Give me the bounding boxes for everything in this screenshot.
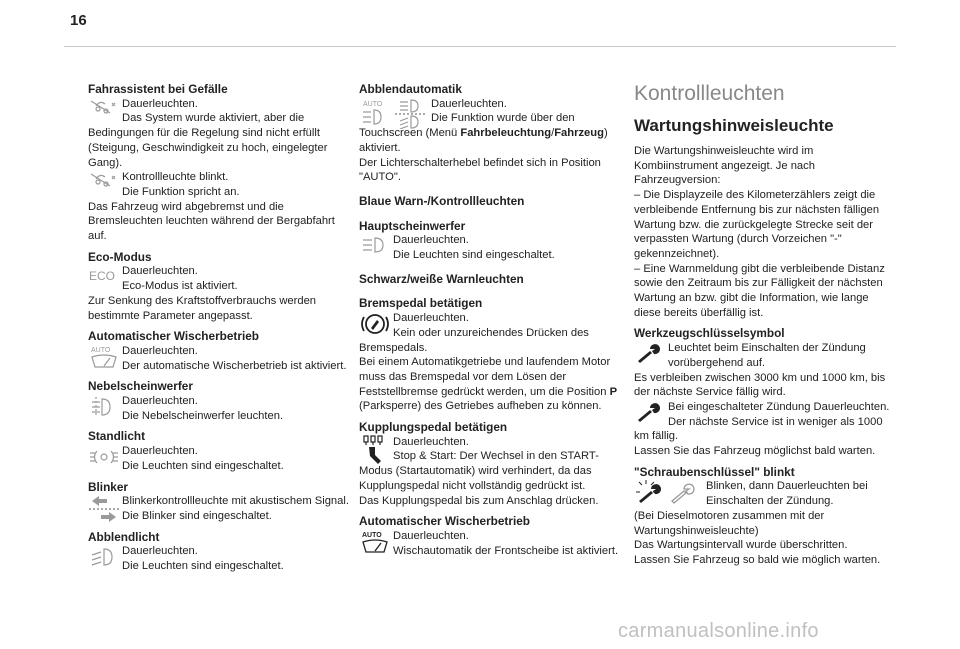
text-line (359, 355, 621, 414)
section-title: Hauptscheinwerfer (359, 218, 466, 233)
text-line: Stop & Start: Der Wechsel in den START-Modus (Startautomatik) wird verhindert, da das Kupplungspedal nicht vollständig gedrückt ist. (359, 450, 599, 492)
eco-icon-text: ECO (89, 269, 116, 284)
text-line: Die Leuchten sind eingeschaltet. (122, 459, 284, 472)
text-line: Blinkerkontrollleuchte mit akustischem Signal. (122, 495, 349, 508)
paragraph: – Die Displayzeile des Kilometerzählers zeigt die verbleibende Entfernung bis zur nächsten fälligen Wartung bzw. die zurückgelegte Strecke seit der verpassten Wartung (durch Vorzeichen "-" gekennzeichnet). (634, 189, 880, 260)
text-line: Dauerleuchten. (393, 529, 469, 542)
section-title: Werkzeugschlüsselsymbol (634, 326, 785, 341)
menu-name: Fahrbeleuchtung (460, 127, 552, 140)
section-heading: Wartungshinweisleuchte (634, 116, 834, 135)
section-title: Automatischer Wischerbetrieb (88, 329, 259, 344)
downhill-assist-icon (88, 97, 120, 125)
category-heading: Blaue Warn-/Kontrollleuchten (359, 193, 525, 208)
text-line: Dauerleuchten. (122, 545, 198, 558)
main-beam-icon (359, 233, 391, 261)
text-line: Das Kupplungspedal bis zum Anschlag drücken. (359, 494, 599, 507)
text-line: Dauerleuchten. (122, 395, 198, 408)
text-line: Der automatische Wischerbetrieb ist aktiviert. (122, 359, 347, 372)
text-line: Kein oder unzureichendes Drücken des Bremspedals. (359, 326, 589, 354)
text-line: Dauerleuchten. (431, 97, 507, 110)
text-line: Dauerleuchten. (122, 265, 198, 278)
section-title: Abblendlicht (88, 529, 160, 544)
watermark: carmanualsonline.info (618, 620, 819, 642)
auto-wiper-icon (88, 344, 120, 372)
category-heading: Schwarz/weiße Warnleuchten (359, 271, 524, 286)
info-block (88, 544, 350, 573)
turn-signal-icon (88, 494, 120, 522)
text-fragment: / (551, 127, 555, 140)
info-block (88, 170, 350, 244)
info-block (634, 400, 896, 459)
auto-icon-text: AUTO (91, 346, 111, 354)
text-line: Lassen Sie Fahrzeug so bald wie möglich warten. (634, 553, 881, 566)
text-line: Dauerleuchten. (122, 445, 198, 458)
info-block (359, 97, 621, 185)
text-line: Das Wartungsintervall wurde überschritten. (634, 539, 848, 552)
text-line: Kontrollleuchte blinkt. (122, 171, 229, 184)
paragraph: – Eine Warnmeldung gibt die verbleibende Distanz sowie den Zeitraum bis zur Fälligkeit der nächsten Wartung an bzw. gibt die Information, wie lange diese bereits überfällig ist. (634, 262, 885, 319)
wrench-icon (634, 341, 666, 369)
section-title: Automatischer Wischerbetrieb (359, 514, 530, 529)
section-title: Nebelscheinwerfer (88, 379, 193, 394)
text-line: Dauerleuchten. (393, 234, 469, 247)
info-block (634, 341, 896, 400)
header-divider (64, 46, 896, 47)
column-left (88, 82, 350, 574)
text-fragment: ) aktiviert. (359, 127, 608, 154)
info-block (359, 435, 621, 509)
info-block (88, 394, 350, 423)
text-line: Blinken, dann Dauerleuchten bei Einschalten der Zündung. (706, 480, 868, 508)
clutch-pedal-icon (359, 435, 391, 463)
text-line: Das System wurde aktiviert, aber die Bedingungen für die Regelung sind nicht erfüllt (Steigung, Geschwindigkeit zu hoch, eingelegter Gang). (88, 112, 328, 169)
section-title: Fahrassistent bei Gefälle (88, 82, 228, 96)
dipped-beam-icon (88, 544, 120, 572)
info-block (359, 529, 621, 558)
auto-beam-icon (359, 97, 429, 125)
info-block (88, 344, 350, 373)
column-right (634, 82, 896, 568)
menu-name: Fahrzeug (554, 127, 604, 140)
paragraph: Die Wartungshinweisleuchte wird im Kombiinstrument angezeigt. Je nach Fahrzeugversion: (634, 145, 815, 187)
wrench-flashing-icon (634, 479, 704, 507)
section-title: Kupplungspedal betätigen (359, 420, 508, 435)
text-line: Wischautomatik der Frontscheibe ist aktiviert. (393, 544, 619, 557)
auto-wiper-icon (359, 529, 391, 557)
info-block (88, 444, 350, 473)
auto-icon-text: AUTO (363, 100, 383, 108)
info-block (88, 264, 350, 323)
column-middle (359, 82, 621, 558)
section-title: Standlicht (88, 429, 146, 444)
text-line: Bei eingeschalteter Zündung Dauerleuchten. (668, 400, 890, 413)
section-title: Blinker (88, 479, 128, 494)
gear-position: P (609, 385, 618, 398)
text-line: Leuchtet beim Einschalten der Zündung vorübergehend auf. (668, 342, 866, 369)
section-title: Abblendautomatik (359, 82, 462, 96)
section-title: Eco-Modus (88, 249, 152, 264)
info-block (88, 97, 350, 171)
section-title: "Schraubenschlüssel" blinkt (634, 464, 795, 479)
text-line: Dauerleuchten. (393, 435, 469, 448)
info-block (359, 233, 621, 262)
text-line: Lassen Sie das Fahrzeug möglichst bald warten. (634, 445, 876, 458)
text-line: Das Fahrzeug wird abgebremst und die Bremsleuchten leuchten während der Bergabfahrt auf. (88, 200, 335, 243)
info-block (634, 479, 896, 567)
text-line: Eco-Modus ist aktiviert. (122, 280, 238, 293)
text-line: Dauerleuchten. (393, 312, 469, 325)
text-line: Die Funktion spricht an. (122, 185, 240, 198)
text-fragment: Die Funktion wurde über den Touchscreen (Menü (359, 112, 575, 140)
text-line: Die Leuchten sind eingeschaltet. (393, 249, 555, 262)
text-line: Dauerleuchten. (122, 344, 198, 357)
text-line: Der Lichterschalterhebel befindet sich in Position "AUTO". (359, 156, 601, 184)
text-fragment: (Parksperre) des Getriebes aufheben zu können. (359, 400, 602, 413)
downhill-assist-icon (88, 170, 120, 198)
page-number: 16 (70, 12, 87, 29)
front-fog-lamp-icon (88, 394, 120, 422)
info-block (88, 494, 350, 523)
wrench-icon (634, 400, 666, 428)
text-line: (Bei Dieselmotoren zusammen mit der Wartungshinweisleuchte) (634, 509, 825, 537)
text-line: Die Nebelscheinwerfer leuchten. (122, 409, 284, 422)
section-title: Bremspedal betätigen (359, 296, 483, 311)
text-line: Es verbleiben zwischen 3000 km und 1000 km, bis der nächste Service fällig wird. (634, 371, 886, 399)
text-line: Der nächste Service ist in weniger als 1000 km fällig. (634, 415, 883, 443)
chapter-title: Kontrollleuchten (634, 82, 785, 105)
text-line: Die Leuchten sind eingeschaltet. (122, 560, 284, 573)
auto-icon-text: AUTO (362, 531, 382, 539)
eco-icon (88, 264, 120, 292)
sidelights-icon (88, 444, 120, 472)
info-block (359, 311, 621, 414)
brake-pedal-icon (359, 311, 391, 339)
text-line: Die Blinker sind eingeschaltet. (122, 509, 272, 522)
text-line: Zur Senkung des Kraftstoffverbrauchs werden bestimmte Parameter angepasst. (88, 294, 317, 322)
text-line: Dauerleuchten. (122, 97, 198, 110)
text-fragment: Bei einem Automatikgetriebe und laufendem Motor muss das Bremspedal vor dem Lösen der Feststellbremse gedrückt werden, um die Position (359, 356, 611, 398)
